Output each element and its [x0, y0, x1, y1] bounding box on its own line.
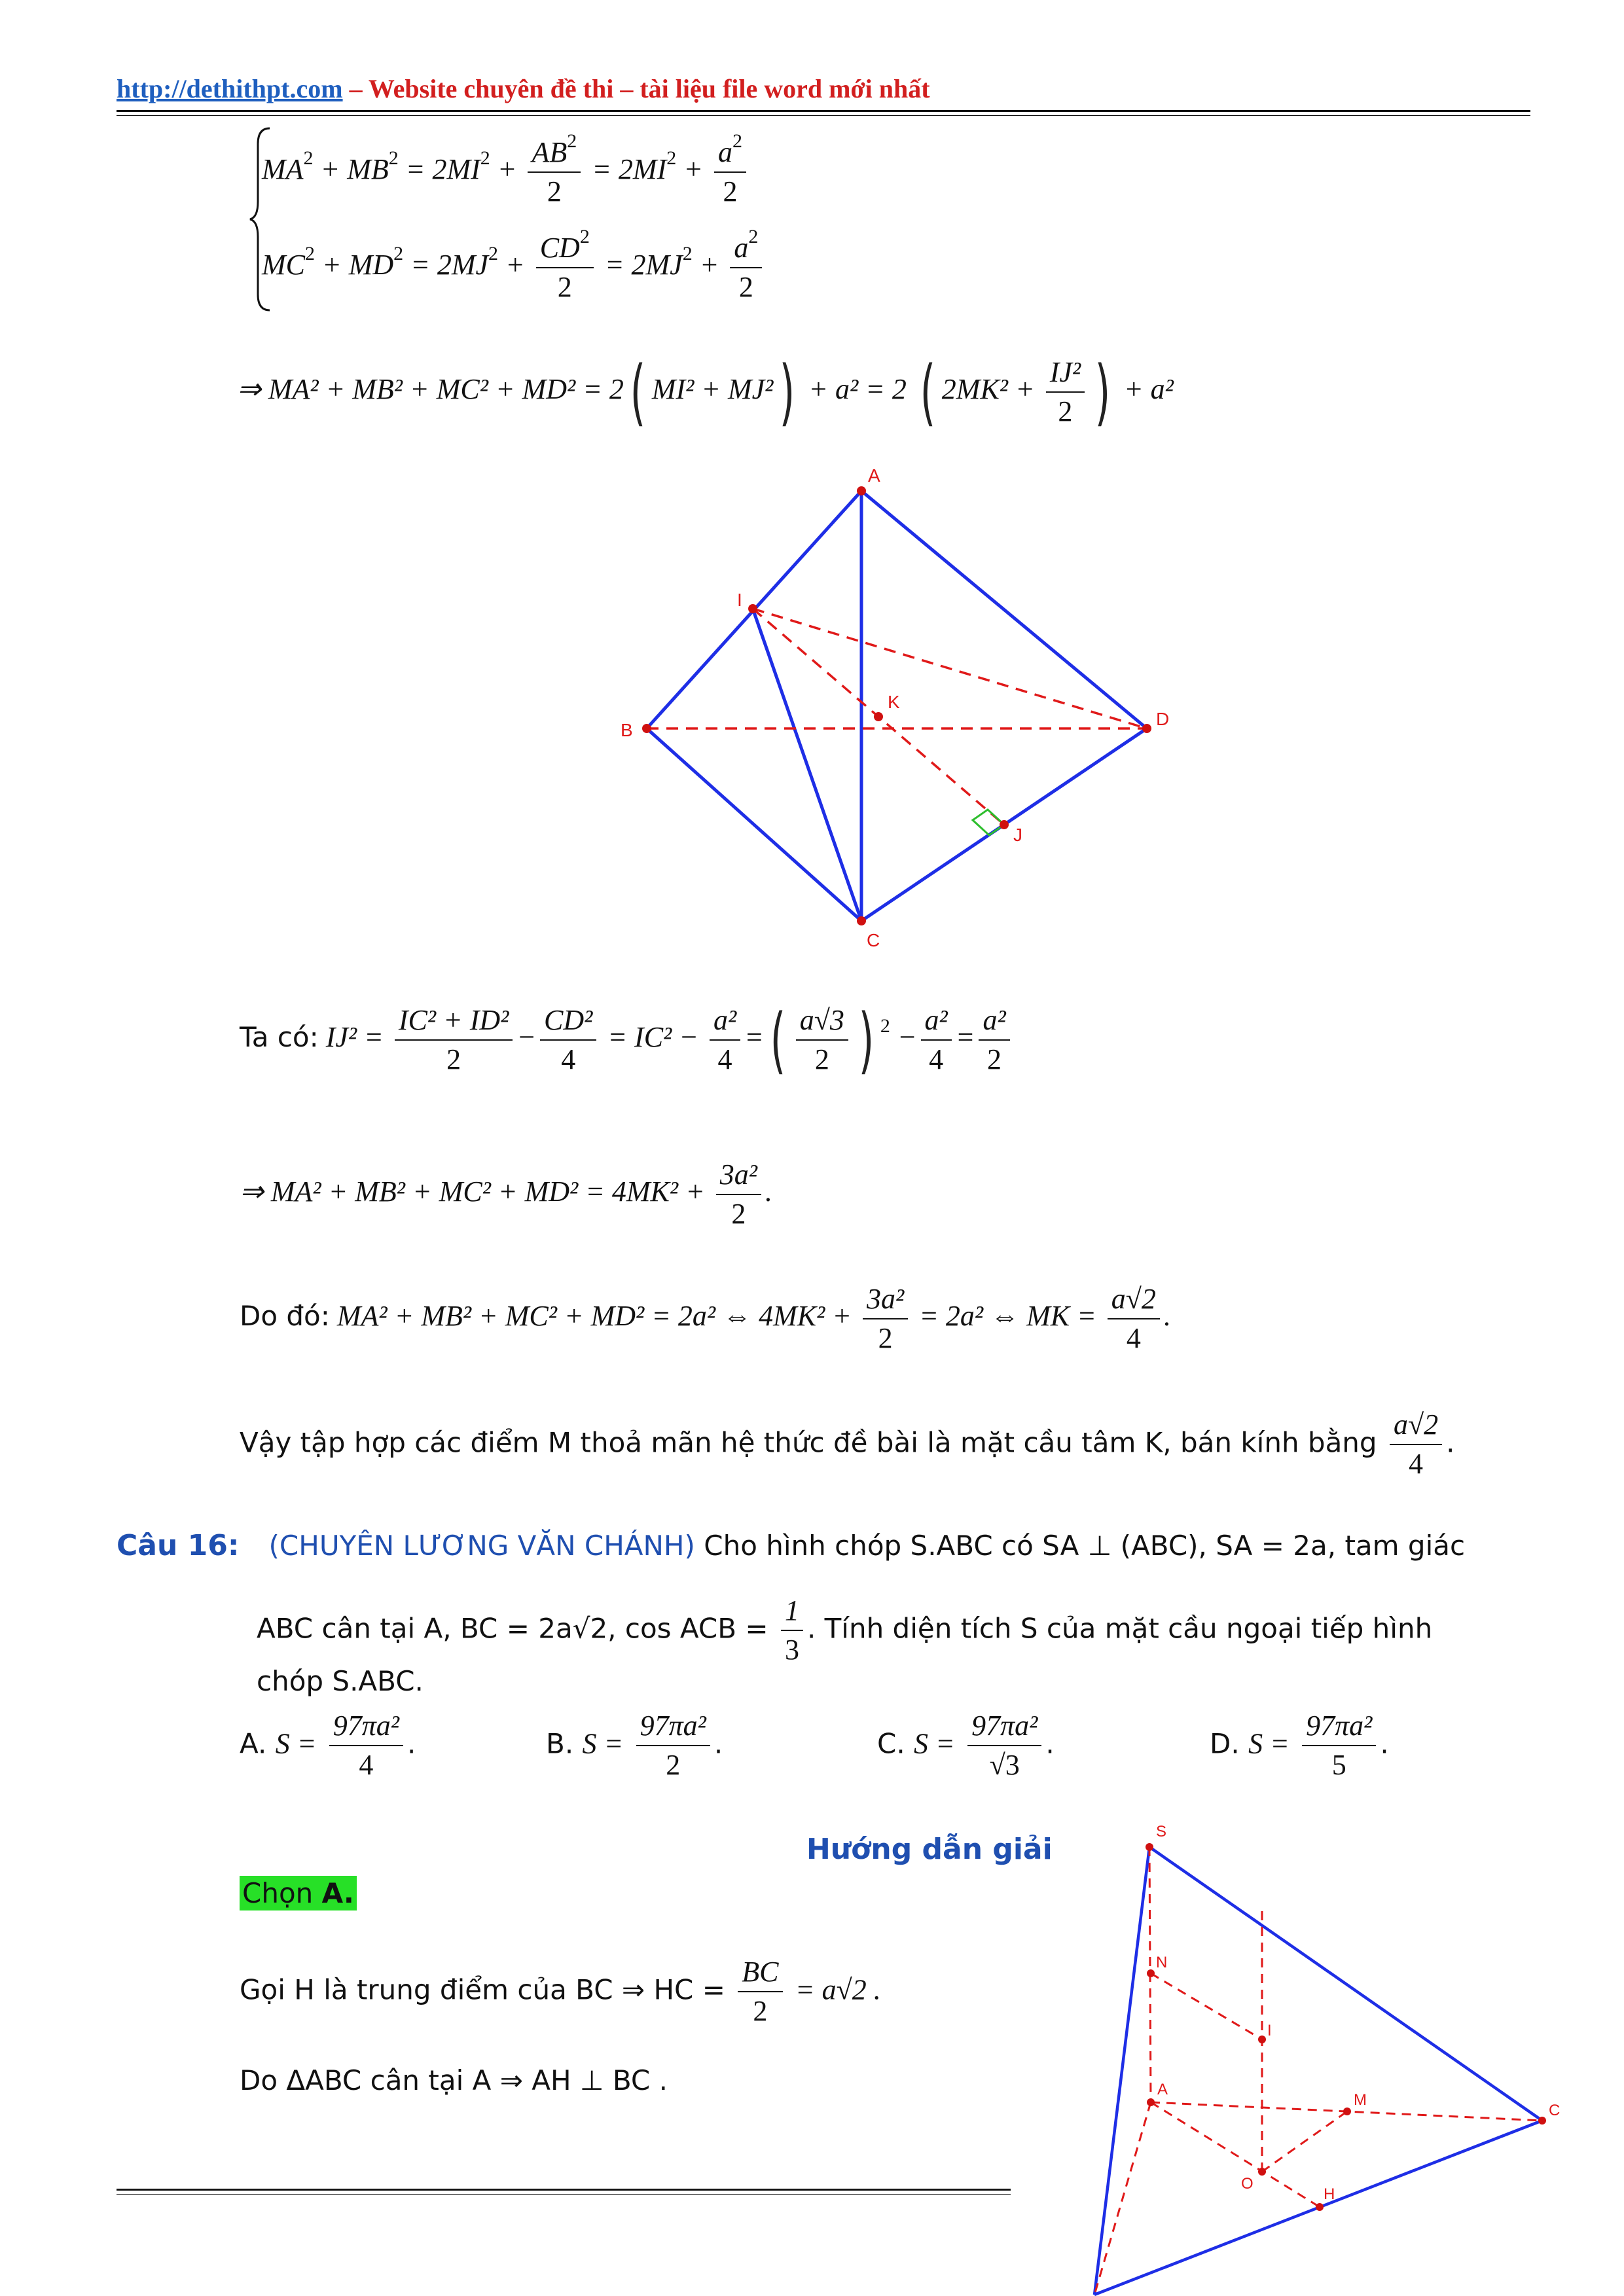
sum-lhs: ⇒ MA² + MB² + MC² + MD² = 2: [237, 373, 624, 406]
label-m: M: [1354, 2091, 1367, 2109]
midpoint-tail: = a√2 .: [795, 1973, 881, 2006]
tetrahedron-figure: [589, 458, 1211, 956]
dashed-ab: [1094, 2102, 1151, 2295]
question-text-3: chóp S.ABC.: [257, 1665, 424, 1697]
midpoint-line: [240, 1953, 881, 2030]
system-line-1: $MA^2 + MB^2 = 2MI^2$ + $\frac{AB^2}{2}$ = $2MI^2$ + $\frac{a^2}{2}$: [262, 134, 750, 211]
fraction: $\frac{\text{97πa²}}{2}$: [636, 1707, 710, 1784]
fraction: $\frac{a^2}{2}$: [730, 229, 762, 306]
option-lhs: S =: [582, 1727, 624, 1760]
term: = 2MJ: [403, 249, 488, 281]
op: −: [516, 1021, 537, 1054]
header-rule-thin: [117, 115, 1530, 116]
do-do-a: MA² + MB² + MC² + MD² = 2a² ⇔ 4MK² +: [336, 1300, 852, 1333]
frac-num: AB: [532, 136, 568, 168]
fraction: $\frac{\text{a²}}{4}$: [921, 1001, 952, 1079]
point-h: [1316, 2203, 1324, 2211]
option-label: C.: [877, 1727, 905, 1760]
fraction: $\frac{\text{97πa²}}{5}$: [1302, 1707, 1376, 1784]
sum-mid: MI² + MJ²: [651, 373, 774, 406]
edge-sb: [1094, 1847, 1149, 2295]
question-source: (CHUYÊN LƯƠNG VĂN CHÁNH): [268, 1530, 695, 1562]
option-lhs: S =: [1248, 1727, 1290, 1760]
choose-prefix: Chọn: [242, 1877, 322, 1909]
dashed-id: [753, 609, 1147, 728]
dashed-om: [1262, 2111, 1347, 2172]
term: = 2MI: [398, 153, 480, 186]
header-tagline: – Website chuyên đề thi – tài liệu file word mới nhất: [342, 74, 930, 103]
label-n: N: [1156, 1954, 1168, 1971]
option-label: B.: [546, 1727, 574, 1760]
point-i: [748, 604, 757, 613]
question-text-1: Cho hình chóp S.ABC có SA ⊥ (ABC), SA = 2a, tam giác: [695, 1530, 1466, 1562]
label-j: J: [1013, 825, 1022, 845]
fraction: $\frac{1}{3}$: [781, 1592, 803, 1669]
point-a: [857, 486, 866, 495]
label-b: B: [621, 720, 633, 740]
point-c: [1538, 2117, 1546, 2125]
label-a: A: [868, 465, 880, 486]
op: =: [744, 1021, 764, 1054]
point-b: [642, 724, 651, 733]
option-c[interactable]: C. S = $\frac{\text{97πa²}}{√3}$ .: [877, 1707, 1055, 1784]
period: .: [1163, 1300, 1171, 1333]
fraction: $\frac{\text{97πa²}}{4}$: [329, 1707, 403, 1784]
label-s: S: [1156, 1823, 1167, 1840]
term: + MD: [315, 249, 394, 281]
system-line-2: $MC^2 + MD^2 = 2MJ^2$ + $\frac{CD^2}{2}$ = $2MJ^2$ + $\frac{a^2}{2}$: [262, 229, 766, 306]
fraction: $\frac{a√2}{4}$: [1108, 1280, 1160, 1357]
sum-inner: 2MK² +: [941, 373, 1042, 406]
point-n: [1147, 1969, 1155, 1977]
option-label: D.: [1210, 1727, 1240, 1760]
op: =: [955, 1021, 975, 1054]
question-16-line3: [257, 1665, 424, 1697]
label-h: H: [1324, 2185, 1335, 2203]
footer-rule: [117, 2189, 1011, 2191]
option-lhs: S =: [275, 1727, 317, 1760]
fraction: $\frac{\text{IC² + ID²}}{2}$: [395, 1001, 513, 1079]
right-angle-mark: [973, 810, 1004, 835]
isosceles-line: [240, 2064, 668, 2096]
fraction: $\frac{a√2}{4}$: [1390, 1406, 1442, 1483]
label-i: I: [737, 590, 742, 610]
option-a[interactable]: A. S = $\frac{\text{97πa²}}{4}$ .: [240, 1707, 416, 1784]
fraction: $\frac{\text{CD²}}{4}$: [540, 1001, 596, 1079]
sum-tail: + a²: [1116, 373, 1174, 406]
fraction: $\frac{\text{a²}}{4}$: [710, 1001, 740, 1079]
fraction: $\frac{\text{3a²}}{2}$: [716, 1156, 761, 1233]
midpoint-text: Gọi H là trung điểm của BC ⇒ HC =: [240, 1973, 725, 2006]
point-m: [1343, 2108, 1351, 2115]
sum-rhs: + a² = 2: [801, 373, 907, 406]
term: MC: [262, 249, 305, 281]
label-o: O: [1241, 2175, 1254, 2193]
point-k: [874, 712, 883, 721]
question-text-2a: ABC cân tại A, BC = 2a√2, cos ACB =: [257, 1612, 768, 1645]
header-rule: [117, 110, 1530, 112]
fraction: $\frac{BC}{2}$: [738, 1953, 782, 2030]
label-k: K: [888, 692, 900, 712]
fraction: $\frac{AB^2}{2}$: [528, 134, 581, 211]
fraction: $\frac{\text{IJ²}}{2}$: [1046, 353, 1085, 431]
label-c: C: [867, 930, 880, 950]
do-do-b: = 2a² ⇔ MK =: [919, 1300, 1096, 1333]
equation-system: [249, 124, 838, 314]
fraction: $\frac{CD^2}{2}$: [536, 229, 594, 306]
term: + MB: [313, 153, 389, 186]
option-label: A.: [240, 1727, 267, 1760]
question-label: Câu 16:: [117, 1529, 240, 1562]
point-j: [1000, 820, 1009, 829]
exponent: 2: [880, 1015, 890, 1037]
ij-equation: Ta có: IJ² = $\frac{\text{IC² + ID²}}{2}$ − $\frac{\text{CD²}}{4}$ = IC² − $\frac{\text{a²}}{4}$ =( $\frac{a√3}{2}$ ) $^2$ − $\frac{\text{a²}}{4}$ = $\frac{\text{a²}}{2}$: [240, 1001, 1014, 1079]
do-do-label: Do đó:: [240, 1300, 330, 1333]
fraction: $\frac{\text{a²}}{2}$: [979, 1001, 1009, 1079]
term: = 2MI: [592, 153, 667, 186]
header-link[interactable]: http://dethithpt.com: [117, 74, 343, 103]
point-a: [1147, 2098, 1155, 2106]
point-s: [1146, 1843, 1153, 1851]
implies-equation: [240, 1156, 772, 1233]
ta-co-label: Ta có:: [240, 1021, 319, 1054]
label-d: D: [1156, 709, 1170, 729]
conclusion-text: Vậy tập hợp các điểm M thoả mãn hệ thức đề bài là mặt cầu tâm K, bán kính bằng: [240, 1426, 1377, 1459]
op: −: [897, 1021, 917, 1054]
footer-rule-thin: [117, 2194, 1011, 2195]
point-d: [1142, 724, 1151, 733]
edge-sc: [1149, 1847, 1542, 2121]
fraction: $\frac{\text{3a²}}{2}$: [863, 1280, 908, 1357]
choose-answer: [240, 1877, 357, 1909]
implies-lhs: ⇒ MA² + MB² + MC² + MD² = 4MK² +: [240, 1175, 705, 1208]
sum-equation: ⇒ MA² + MB² + MC² + MD² = 2( MI² + MJ²) + a² = 2 ( 2MK² + $\frac{\text{IJ²}}{2}$ ) + a²: [237, 350, 1174, 434]
dashed-ni: [1151, 1973, 1262, 2039]
isosceles-text: Do ΔABC cân tại A ⇒ AH ⊥ BC .: [240, 2064, 668, 2096]
edge-ad: [861, 491, 1147, 728]
fraction: $\frac{a^2}{2}$: [714, 134, 746, 211]
choose-letter: A.: [321, 1877, 354, 1909]
option-lhs: S =: [914, 1727, 955, 1760]
option-b[interactable]: B. S = $\frac{\text{97πa²}}{2}$ .: [546, 1707, 723, 1784]
question-16-line1: [117, 1529, 1465, 1562]
point-i: [1258, 2036, 1266, 2043]
term: = 2MJ: [604, 249, 683, 281]
label-a: A: [1157, 2081, 1168, 2098]
dashed-ah: [1151, 2102, 1320, 2207]
period: .: [765, 1175, 772, 1208]
period: .: [1446, 1426, 1455, 1459]
term: MA: [262, 153, 304, 186]
page-header: [117, 73, 930, 104]
ij-lhs: IJ² =: [325, 1021, 384, 1054]
option-d[interactable]: D. S = $\frac{\text{97πa²}}{5}$ .: [1210, 1707, 1389, 1784]
label-i: I: [1267, 2022, 1272, 2039]
pyramid-figure: [1074, 1813, 1571, 2296]
question-16-line2: [257, 1592, 1432, 1669]
label-c: C: [1549, 2102, 1561, 2119]
point-o: [1258, 2168, 1266, 2176]
fraction: $\frac{\text{97πa²}}{√3}$: [967, 1707, 1041, 1784]
solution-heading: Hướng dẫn giải: [806, 1833, 1053, 1866]
ij-mid: = IC² −: [607, 1021, 698, 1054]
do-do-equation: [240, 1280, 1171, 1357]
frac-num: CD: [539, 232, 580, 264]
fraction: $\frac{a√3}{2}$: [796, 1001, 848, 1079]
point-c: [857, 916, 866, 925]
conclusion: [240, 1406, 1454, 1483]
question-text-2b: . Tính diện tích S của mặt cầu ngoại tiếp hình: [806, 1612, 1433, 1645]
